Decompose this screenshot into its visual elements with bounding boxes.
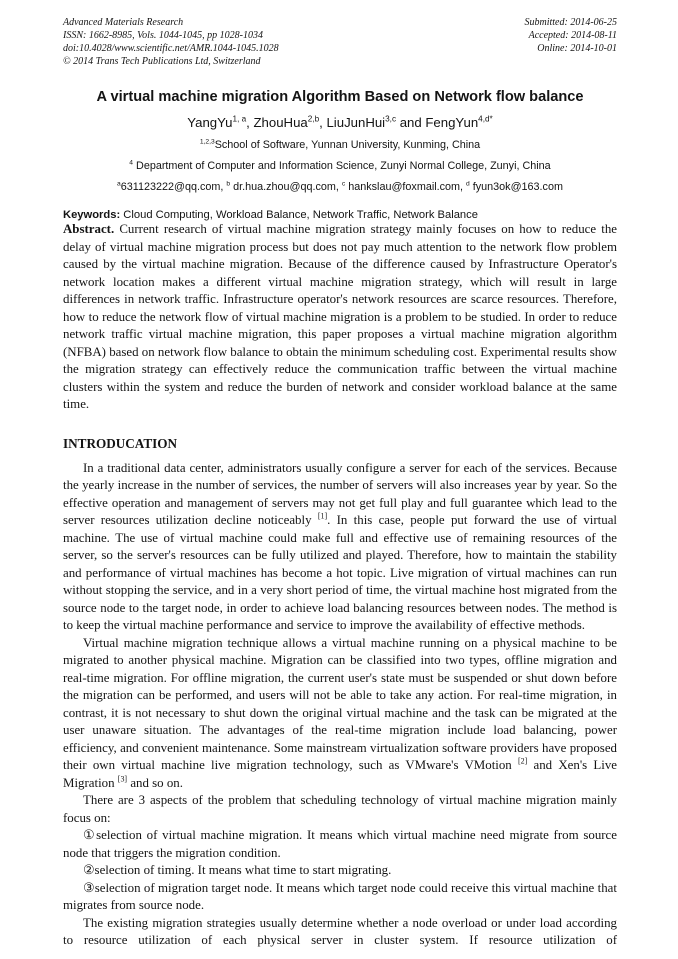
intro-list-item-1: ①selection of virtual machine migration. It means which virtual machine need migrate from source node that triggers the migration condition. [63,828,617,860]
intro-paragraph-4: The existing migration strategies usually determine whether a node overload or under load according to resource utilization of each physical server in cluster system. If resource utilization of [63,915,617,947]
affiliation-1: $^{1,2,3}$School of Software, Yunnan University, Kunming, China [199,138,481,151]
copyright-line: © 2014 Trans Tech Publications Ltd, Switzerland [63,56,261,67]
intro-list-item-3: ③selection of migration target node. It means which target node could receive this virtual machine that migrates from source node. [63,880,617,912]
keywords-list: Cloud Computing, Workload Balance, Network Traffic, Network Balance [120,209,478,221]
keywords-line [63,209,617,221]
journal-name: Advanced Materials Research [63,17,184,28]
journal-header [63,16,617,68]
doi-line: doi:10.4028/www.scientific.net/AMR.1044-1045.1028 [63,43,279,54]
intro-list-item-2: ②selection of timing. It means what time to start migrating. [83,863,392,877]
submission-dates [525,16,618,68]
intro-paragraph-3: There are 3 aspects of the problem that scheduling technology of virtual machine migration mainly focus on: [63,793,617,825]
affiliation-2: $^4$ Department of Computer and Information Science, Zunyi Normal College, Zunyi, China [129,159,551,172]
abstract-paragraph: Abstract. Current research of virtual machine migration strategy mainly focuses on how to reduce the delay of virtual machine migration process but does not pay much attention to the network flow problem caused by the virtual machine migration. Because of the difference caused by Infrastructure Operator's network location makes a different virtual machine migration strategy, which will result in large differences in network traffic. Infrastructure operator's network resources are scarce resources. Therefore, how to reduce the network flow of virtual machine migration is a problem to be studied. In order to reduce network traffic virtual machine migration, this paper proposes a virtual machine migration algorithm (NFBA) based on network flow balance to obtain the minimum scheduling cost. Experimental results show the migration strategy can effectively reduce the communication traffic between the virtual machine clusters within the system and reduce the burden of network and consider workload balance at the same time. [63,222,617,411]
issn-volume-line: ISSN: 1662-8985, Vols. 1044-1045, pp 1028-1034 [63,30,263,41]
author-emails: $^a$631123222@qq.com, $^b$ dr.hua.zhou@qq.com, $^c$ hankslau@foxmail.com, $^d$ fyun3ok@163.com [117,180,563,193]
online-date: Online: 2014-10-01 [537,43,617,54]
journal-info [63,16,279,68]
paper-title: A virtual machine migration Algorithm Based on Network flow balance [96,89,584,105]
submitted-date: Submitted: 2014-06-25 [524,17,617,28]
intro-paragraph-1: In a traditional data center, administrators usually configure a server for each of the services. Because the yearly increase in the number of services, the number of servers will also increases year by year. So the effective operation and management of servers may not get full play and full guarantee which lead to the server resources utilization decline noticeably [1]. In this case, people put forward the use of virtual machine. The use of virtual machine could make full and effective use of remaining resources of the server, so the server's resources can be fully utilized and played. Therefore, how to maintain the stability and performance of virtual machines has become a hot topic. Live migration of virtual machines can run without stopping the service, and in a very short period of time, the virtual machine host migrated from the source node to the target node, in order to achieve load balancing resources between nodes. The method is to keep the virtual machine performance and service to improve the availability of effective methods. [63,460,617,632]
intro-paragraph-2: Virtual machine migration technique allows a virtual machine running on a physical machine to be migrated to another physical machine. Migration can be classified into two types, offline migration and real-time migration. For offline migration, the current user's state must be suspended or shut down before the migration can be performed, and users will not be able to take any action. For real-time migration, in contrast, it is not necessary to shut down the original virtual machine and the task can be migrated at the user unaware situation. The advantages of the real-time migration include load balancing, power efficiency, and convenient maintenance. Some mainstream virtualization software providers have proposed their own virtual machine live migration technology, such as VMware's VMotion [2] and Xen's Live Migration [3] and so on. [63,635,618,790]
paper-body [63,221,617,950]
authors-line: YangYu$^{1, a}$, ZhouHua$^{2,b}$, LiuJunHui$^{3,c}$ and FengYun$^{4,d*}$ [187,114,493,130]
keywords-label: Keywords: [63,209,121,221]
section-heading-introduction: INTRODUCATION [63,435,178,451]
accepted-date: Accepted: 2014-08-11 [528,30,617,41]
